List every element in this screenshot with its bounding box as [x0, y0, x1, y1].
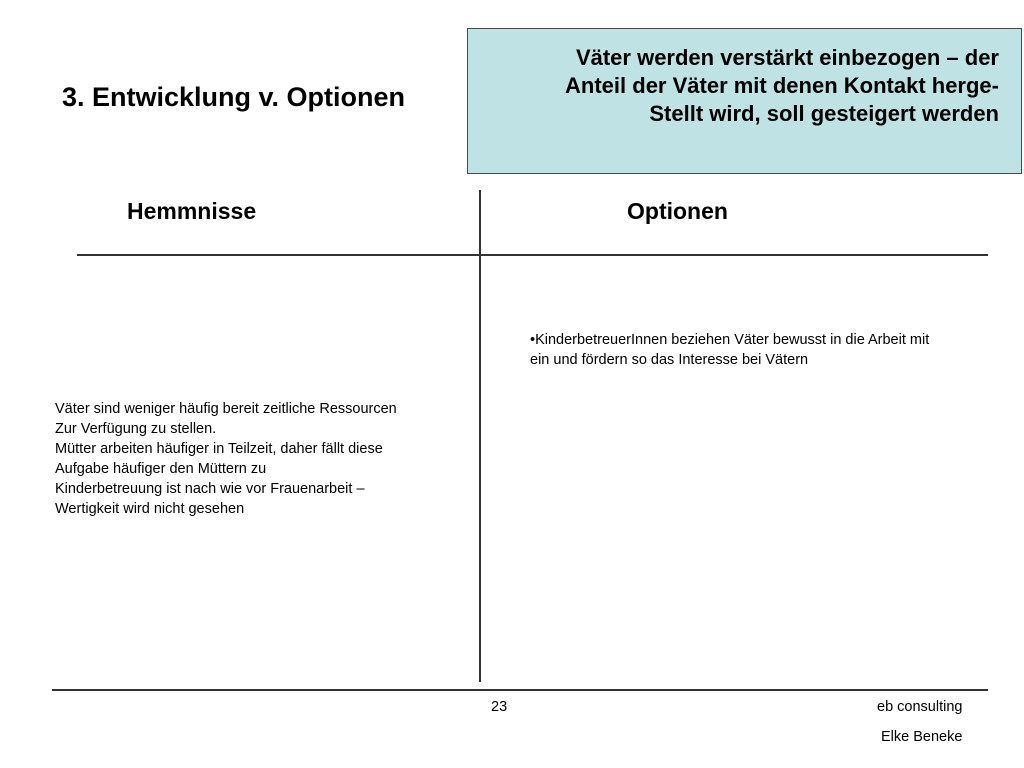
column-heading-hemmnisse: Hemmnisse [127, 198, 257, 224]
hemmnisse-text [55, 399, 397, 519]
hemmnisse-line: Väter sind weniger häufig bereit zeitliche Ressourcen [55, 401, 397, 417]
callout-line: Stellt wird, soll gesteigert werden [649, 101, 999, 126]
hemmnisse-line: Kinderbetreuung ist nach wie vor Frauenarbeit – [55, 481, 365, 497]
footer-author: Elke Beneke [881, 729, 963, 745]
optionen-text [530, 330, 929, 370]
column-heading-optionen: Optionen [627, 198, 728, 224]
optionen-line: •KinderbetreuerInnen beziehen Väter bewusst in die Arbeit mit [530, 332, 930, 348]
hemmnisse-line: Wertigkeit wird nicht gesehen [55, 501, 245, 517]
hemmnisse-line: Zur Verfügung zu stellen. [55, 421, 217, 437]
optionen-line: ein und fördern so das Interesse bei Vätern [530, 352, 809, 368]
callout-line: Väter werden verstärkt einbezogen – der [575, 45, 999, 70]
header-divider [77, 254, 988, 256]
page-number: 23 [491, 699, 508, 715]
callout-line: Anteil der Väter mit denen Kontakt herge- [565, 73, 999, 98]
footer-divider [52, 689, 988, 691]
callout-box [467, 28, 1022, 174]
hemmnisse-line: Aufgabe häufiger den Müttern zu [55, 461, 267, 477]
column-divider [479, 190, 481, 682]
hemmnisse-line: Mütter arbeiten häufiger in Teilzeit, daher fällt diese [55, 441, 383, 457]
footer-company: eb consulting [877, 699, 963, 715]
slide-title: 3. Entwicklung v. Optionen [62, 82, 406, 112]
